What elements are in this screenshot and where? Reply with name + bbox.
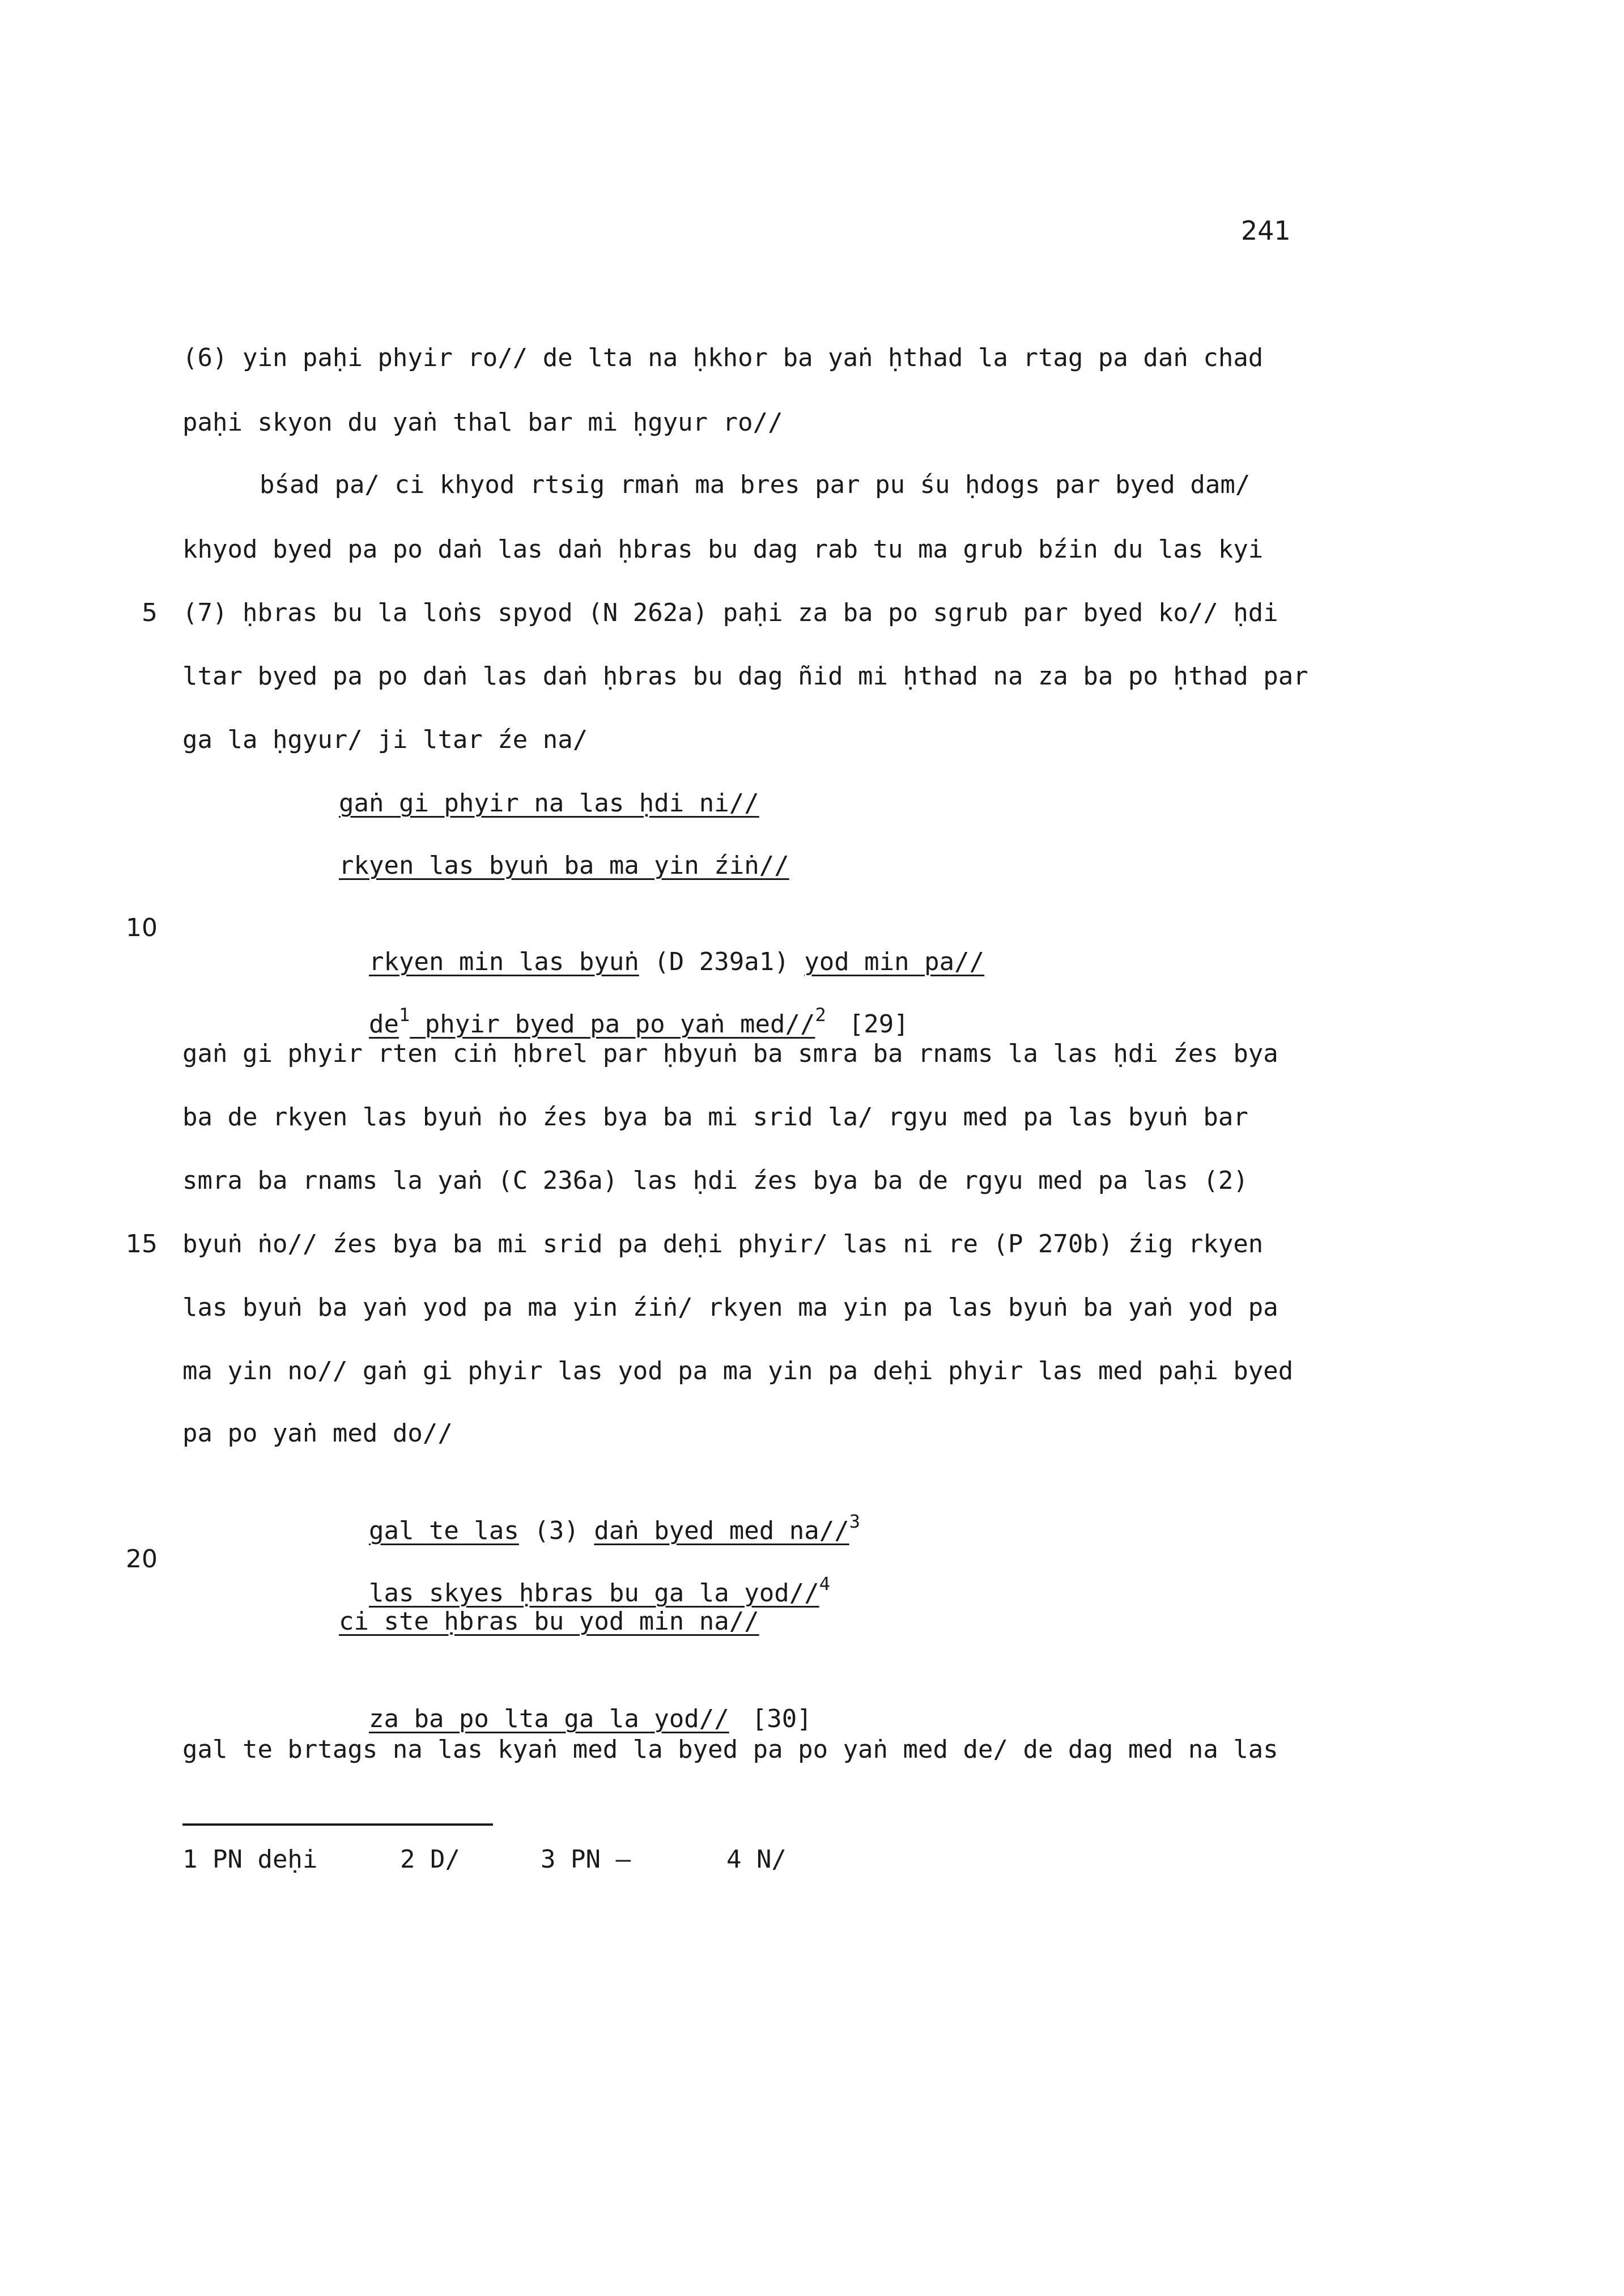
verse-30-line-4-text: za ba po lta ga la yod// — [368, 1704, 729, 1733]
verse-29-line-2: rkyen las byuṅ ba ma yin źiṅ// — [339, 851, 789, 880]
line-number-15: 15 — [126, 1230, 158, 1258]
verse-30-line-1-start: gal te las — [368, 1516, 519, 1545]
footnote-2: 2 D/ — [400, 1845, 460, 1874]
footnote-rule — [182, 1823, 493, 1826]
footnote-1: 1 PN deḥi — [182, 1845, 318, 1874]
footnote-marker-1: 1 — [398, 1004, 410, 1026]
prose-line-2: paḥi skyon du yaṅ thal bar mi ḥgyur ro// — [182, 408, 783, 437]
verse-29-line-3-ref: (D 239a1) — [639, 947, 805, 976]
verse-29-line-3-end: yod min pa// — [804, 947, 985, 976]
verse-30-line-3: ci ste ḥbras bu yod min na// — [339, 1607, 759, 1636]
prose2-line-5: las byuṅ ba yaṅ yod pa ma yin źiṅ/ rkyen ma yin pa las byuṅ ba yaṅ yod pa — [182, 1293, 1278, 1322]
verse-29-number: [29] — [848, 1010, 909, 1039]
verse-29-line-3-start: rkyen min las byuṅ — [368, 947, 639, 976]
prose2-line-2: ba de rkyen las byuṅ ṅo źes bya ba mi srid la/ rgyu med pa las byuṅ bar — [182, 1103, 1248, 1132]
prose3-line-1: gal te brtags na las kyaṅ med la byed pa po yaṅ med de/ de dag med na las — [182, 1735, 1278, 1764]
line-number-5: 5 — [142, 598, 158, 627]
prose-line-4: khyod byed pa po daṅ las daṅ ḥbras bu dag rab tu ma grub bźin du las kyi — [182, 535, 1264, 564]
verse-30-line-4 — [339, 1668, 812, 1736]
footnote-3: 3 PN — — [541, 1845, 631, 1874]
page-number: 241 — [1241, 215, 1291, 246]
line-number-20: 20 — [126, 1545, 158, 1574]
verse-30-line-2 — [339, 1542, 830, 1610]
verse-29-line-1: gaṅ gi phyir na las ḥdi ni// — [339, 789, 759, 818]
footnote-marker-4: 4 — [819, 1573, 830, 1595]
prose-line-7: ga la ḥgyur/ ji ltar źe na/ — [182, 725, 588, 754]
prose-line-1: (6) yin paḥi phyir ro// de lta na ḥkhor ba yaṅ ḥthad la rtag pa daṅ chad — [182, 343, 1264, 372]
prose2-line-6: ma yin no// gaṅ gi phyir las yod pa ma yin pa deḥi phyir las med paḥi byed — [182, 1357, 1294, 1385]
verse-30-line-1-end: daṅ byed med na// — [594, 1516, 849, 1545]
verse-30-line-1-ref: (3) — [518, 1516, 594, 1545]
prose-line-6: ltar byed pa po daṅ las daṅ ḥbras bu dag ñid mi ḥthad na za ba po ḥthad par — [182, 662, 1308, 691]
verse-29-line-4-end: phyir byed pa po yaṅ med// — [410, 1010, 815, 1039]
verse-29-line-3 — [339, 911, 984, 979]
verse-29-line-4 — [339, 973, 909, 1041]
footnote-marker-2: 2 — [815, 1004, 826, 1026]
footnote-marker-3: 3 — [849, 1511, 860, 1532]
prose2-line-1: gaṅ gi phyir rten ciṅ ḥbrel par ḥbyuṅ ba smra ba rnams la las ḥdi źes bya — [182, 1039, 1278, 1068]
verse-30-number: [30] — [751, 1704, 812, 1733]
prose2-line-4: byuṅ ṅo// źes bya ba mi srid pa deḥi phyir/ las ni re (P 270b) źig rkyen — [182, 1230, 1264, 1258]
line-number-10: 10 — [126, 913, 158, 942]
verse-30-line-2-text: las skyes ḥbras bu ga la yod// — [368, 1579, 819, 1608]
prose2-line-3: smra ba rnams la yaṅ (C 236a) las ḥdi źes bya ba de rgyu med pa las (2) — [182, 1166, 1248, 1195]
verse-29-line-4-start: de — [368, 1010, 399, 1039]
prose-line-5: (7) ḥbras bu la loṅs spyod (N 262a) paḥi za ba po sgrub par byed ko// ḥdi — [182, 598, 1278, 627]
verse-30-line-1 — [339, 1480, 860, 1548]
prose2-line-7: pa po yaṅ med do// — [182, 1419, 453, 1448]
footnote-4: 4 N/ — [726, 1845, 787, 1874]
prose-line-3: bśad pa/ ci khyod rtsig rmaṅ ma bres par pu śu ḥdogs par byed dam/ — [260, 470, 1251, 499]
